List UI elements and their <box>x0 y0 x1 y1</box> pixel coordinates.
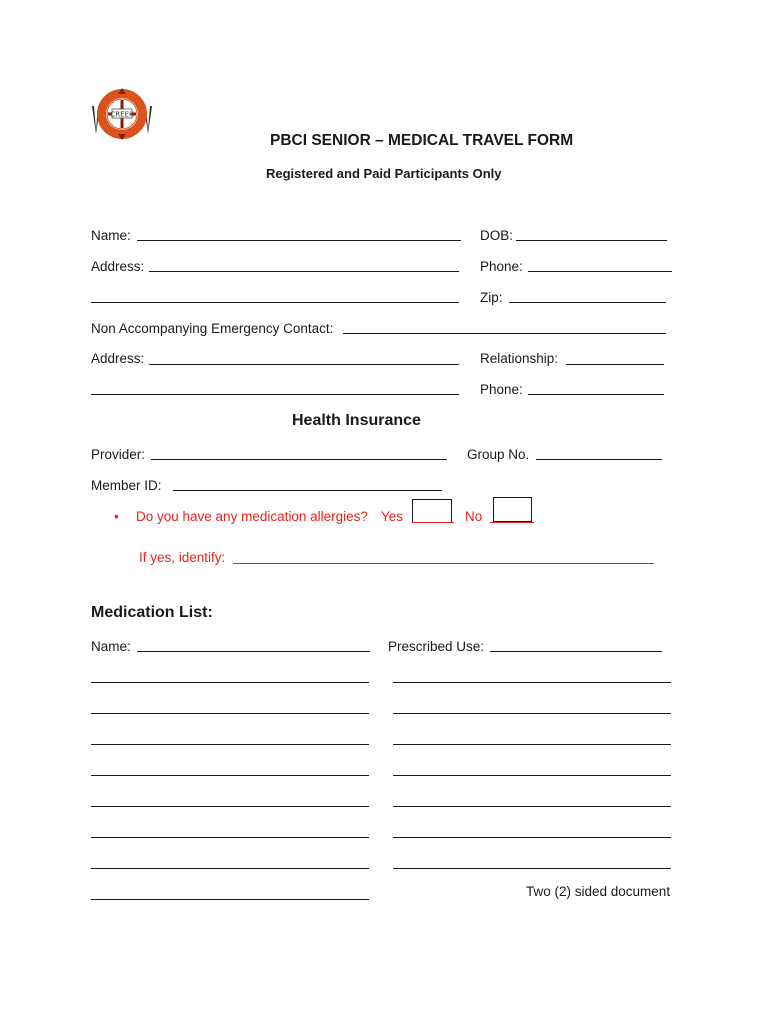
medication-row-name[interactable] <box>91 775 369 776</box>
phone-label: Phone: <box>480 259 523 274</box>
form-subtitle: Registered and Paid Participants Only <box>266 166 502 181</box>
relationship-field[interactable] <box>566 364 664 365</box>
form-title: PBCI SENIOR – MEDICAL TRAVEL FORM <box>270 132 574 149</box>
phone-field[interactable] <box>528 271 672 272</box>
allergy-yes-checkbox[interactable] <box>412 499 452 523</box>
prescribed-use-label: Prescribed Use: <box>388 639 485 654</box>
identify-label: If yes, identify: <box>139 550 226 565</box>
medication-row-use[interactable] <box>393 775 671 776</box>
medication-row-name[interactable] <box>91 868 369 869</box>
allergy-no-checkbox[interactable] <box>493 497 532 522</box>
medication-row-use[interactable] <box>393 713 671 714</box>
allergy-yes-underline <box>412 522 454 523</box>
medication-row-name[interactable] <box>91 682 369 683</box>
allergy-no-underline <box>490 522 534 523</box>
medication-list-heading: Medication List: <box>91 604 213 621</box>
medication-row-name[interactable] <box>91 744 369 745</box>
identify-field[interactable] <box>233 563 654 564</box>
logo-text: CREEK <box>110 110 134 119</box>
medication-row-name[interactable] <box>91 837 369 838</box>
allergy-no-label: No <box>465 509 483 524</box>
two-sided-note: Two (2) sided document <box>526 884 671 899</box>
emergency-phone-field[interactable] <box>528 394 664 395</box>
medication-name-field[interactable] <box>137 651 370 652</box>
name-label: Name: <box>91 228 131 243</box>
emergency-address-label: Address: <box>91 351 145 366</box>
medication-name-label: Name: <box>91 639 131 654</box>
medication-row-name[interactable] <box>91 899 369 900</box>
address-field[interactable] <box>149 271 459 272</box>
emergency-phone-label: Phone: <box>480 382 523 397</box>
medication-row-use[interactable] <box>393 806 671 807</box>
name-field[interactable] <box>137 240 461 241</box>
provider-label: Provider: <box>91 447 146 462</box>
allergy-bullet: • <box>114 509 119 524</box>
creek-logo <box>86 86 158 150</box>
emergency-contact-field[interactable] <box>343 333 666 334</box>
medication-row-use[interactable] <box>393 682 671 683</box>
medication-row-name[interactable] <box>91 713 369 714</box>
relationship-label: Relationship: <box>480 351 559 366</box>
medication-row-use[interactable] <box>393 837 671 838</box>
zip-label: Zip: <box>480 290 503 305</box>
group-number-field[interactable] <box>536 459 662 460</box>
provider-field[interactable] <box>151 459 447 460</box>
group-number-label: Group No. <box>467 447 530 462</box>
member-id-field[interactable] <box>173 490 442 491</box>
emergency-address-line2-field[interactable] <box>91 394 459 395</box>
dob-field[interactable] <box>516 240 667 241</box>
emergency-address-field[interactable] <box>149 364 459 365</box>
member-id-label: Member ID: <box>91 478 162 493</box>
emergency-contact-label: Non Accompanying Emergency Contact: <box>91 321 334 336</box>
prescribed-use-field[interactable] <box>490 651 662 652</box>
zip-field[interactable] <box>509 302 666 303</box>
medication-row-use[interactable] <box>393 868 671 869</box>
medication-row-name[interactable] <box>91 806 369 807</box>
dob-label: DOB: <box>480 228 514 243</box>
health-insurance-heading: Health Insurance <box>292 412 421 429</box>
address-label: Address: <box>91 259 145 274</box>
address-line2-field[interactable] <box>91 302 459 303</box>
allergy-question: Do you have any medication allergies? <box>136 509 368 524</box>
medication-row-use[interactable] <box>393 744 671 745</box>
allergy-yes-label: Yes <box>381 509 404 524</box>
